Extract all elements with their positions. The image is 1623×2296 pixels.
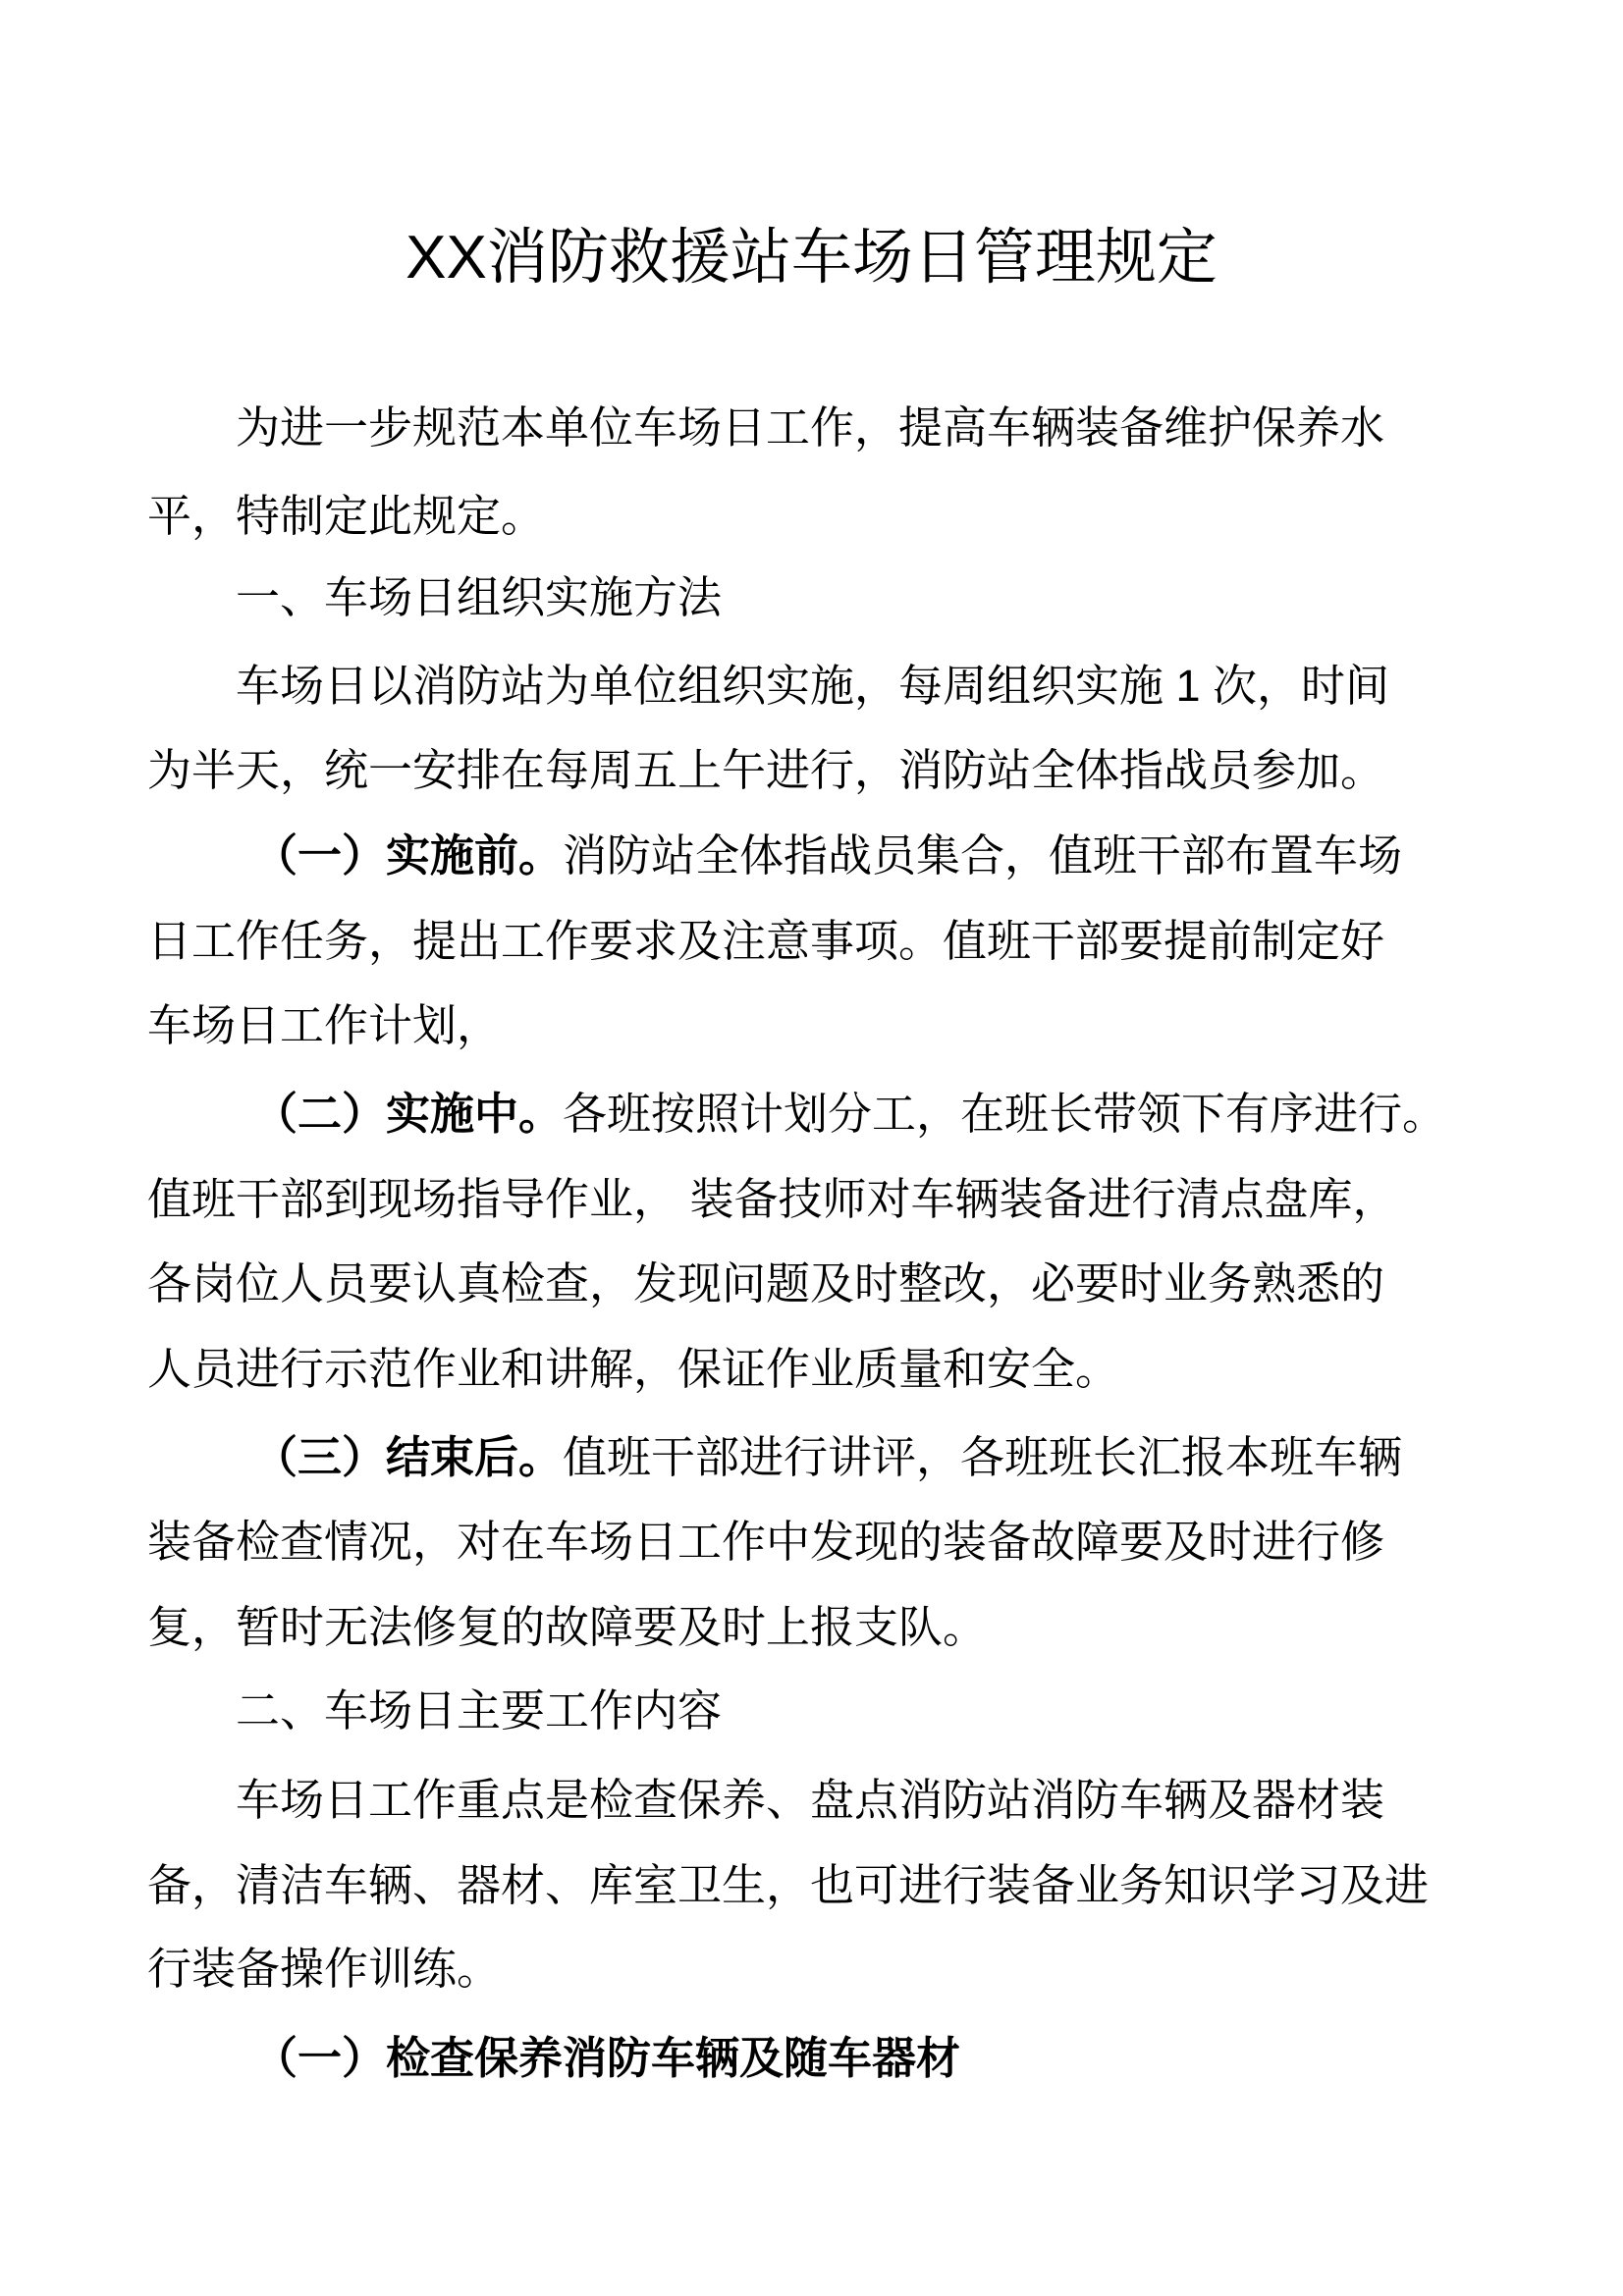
paragraph-line (253, 1430, 1402, 1485)
document-title: XX消防救援站车场日管理规定 (406, 224, 1217, 292)
subheading-label: （一）实施前。 (253, 830, 564, 881)
paragraph-line: 值班干部到现场指导作业， 装备技师对车辆装备进行清点盘库， (147, 1174, 1397, 1224)
line-text: 各班按照计划分工，在班长带领下有序进行。 (563, 1089, 1447, 1139)
paragraph-line: 备，清洁车辆、器材、库室卫生，也可进行装备业务知识学习及进 (147, 1860, 1430, 1910)
paragraph-line: 日工作任务，提出工作要求及注意事项。值班干部要提前制定好 (147, 916, 1385, 966)
section-heading: 二、车场日主要工作内容 (236, 1685, 723, 1735)
intro-line: 平，特制定此规定。 (147, 491, 546, 541)
subheading-label: （二）实施中。 (253, 1089, 564, 1139)
line-text: 消防站全体指战员集合，值班干部布置车场 (563, 830, 1403, 881)
paragraph-line: 车场日工作计划， (147, 1000, 502, 1050)
intro-line: 为进一步规范本单位车场日工作，提高车辆装备维护保养水 (236, 402, 1385, 453)
paragraph-line: 车场日以消防站为单位组织实施，每周组织实施 1 次，时间 (236, 661, 1390, 711)
subheading-label: （三）结束后。 (253, 1432, 564, 1482)
subheading (253, 2031, 960, 2086)
paragraph-line (253, 1087, 1446, 1142)
paragraph-line: 复，暂时无法修复的故障要及时上报支队。 (147, 1602, 988, 1652)
paragraph-line: 为半天，统一安排在每周五上午进行，消防站全体指战员参加。 (147, 745, 1385, 795)
subheading-label: （一）检查保养消防车辆及随车器材 (253, 2033, 961, 2083)
paragraph-line: 装备检查情况，对在车场日工作中发现的装备故障要及时进行修 (147, 1517, 1385, 1567)
paragraph-line (253, 828, 1402, 883)
paragraph-line: 行装备操作训练。 (147, 1944, 502, 1994)
line-text: 值班干部进行讲评，各班班长汇报本班车辆 (563, 1432, 1403, 1482)
paragraph-line: 车场日工作重点是检查保养、盘点消防站消防车辆及器材装 (236, 1775, 1385, 1825)
paragraph-line: 各岗位人员要认真检查，发现问题及时整改，必要时业务熟悉的 (147, 1258, 1385, 1308)
section-heading: 一、车场日组织实施方法 (236, 572, 723, 622)
paragraph-line: 人员进行示范作业和讲解，保证作业质量和安全。 (147, 1344, 1120, 1394)
